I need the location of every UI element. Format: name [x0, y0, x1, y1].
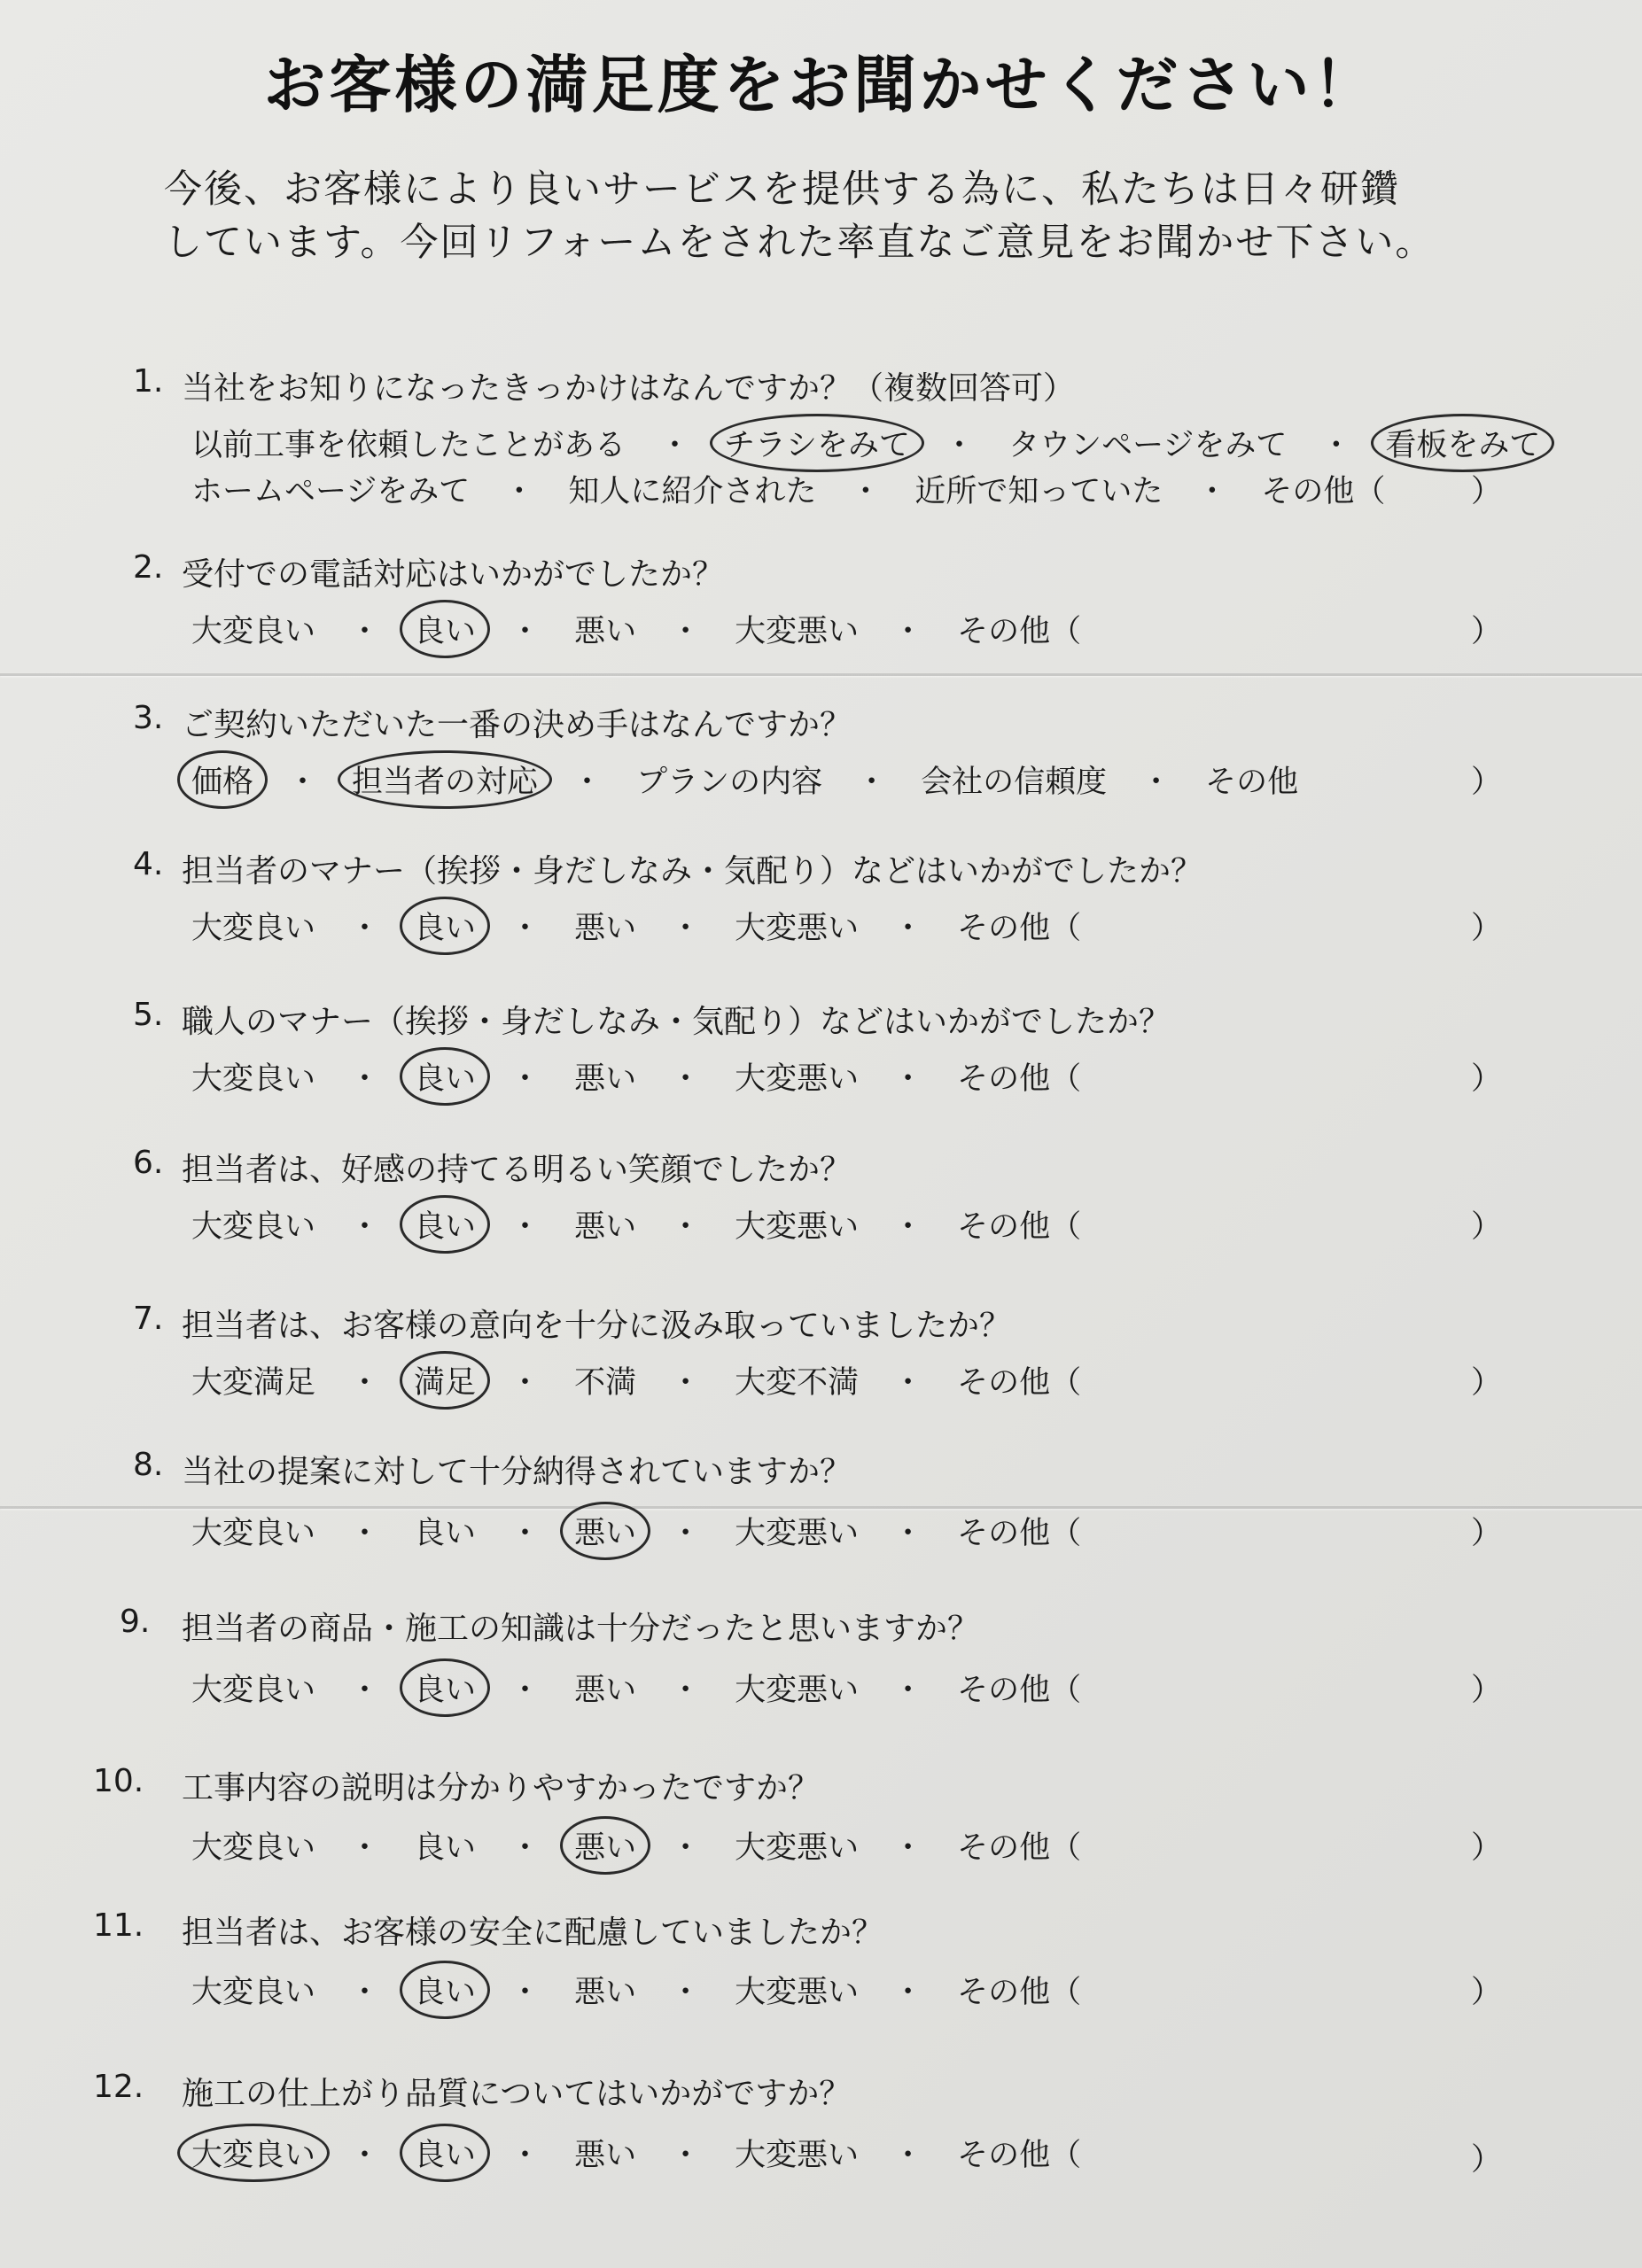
option-very-bad[interactable]: 大変悪い — [735, 614, 860, 649]
separator: ・ — [510, 614, 541, 649]
option-row — [188, 421, 1541, 465]
option-very-bad[interactable]: 大変悪い — [735, 1209, 860, 1245]
separator: ・ — [510, 1975, 541, 2010]
option-very-dissatisfied[interactable]: 大変不満 — [735, 1365, 860, 1401]
separator: ・ — [892, 1365, 924, 1401]
separator: ・ — [1196, 474, 1228, 509]
separator: ・ — [892, 2138, 924, 2173]
separator: ・ — [510, 1673, 541, 1708]
option-townpage[interactable]: タウンページをみて — [1008, 428, 1288, 463]
option-bad[interactable]: 悪い — [574, 614, 637, 649]
option-very-bad[interactable]: 大変悪い — [735, 2138, 860, 2173]
option-very-bad[interactable]: 大変悪い — [735, 1673, 860, 1708]
question-text: 施工の仕上がり品質についてはいかがですか？ — [182, 2076, 852, 2112]
close-paren: ） — [1471, 614, 1503, 649]
option-signboard[interactable]: 看板をみて — [1381, 421, 1544, 465]
separator: ・ — [670, 1365, 702, 1401]
option-very-bad[interactable]: 大変悪い — [735, 911, 860, 946]
separator: ・ — [349, 2138, 381, 2173]
option-introduced[interactable]: 知人に紹介された — [568, 474, 817, 509]
option-very-good[interactable]: 大変良い — [191, 1061, 316, 1097]
option-other[interactable]: その他（ — [957, 1975, 1082, 2010]
separator: ・ — [670, 1975, 702, 2010]
separator: ・ — [892, 911, 924, 946]
separator: ・ — [510, 1209, 541, 1245]
separator: ・ — [572, 765, 603, 800]
separator: ・ — [510, 911, 541, 946]
option-row — [188, 757, 1517, 802]
question-text: 担当者は、好感の持てる明るい笑顔でしたか？ — [182, 1152, 852, 1188]
close-paren: ） — [1471, 474, 1503, 509]
question-text: 担当者は、お客様の意向を十分に汲み取っていましたか？ — [182, 1308, 1012, 1344]
option-row — [188, 467, 1517, 511]
question-number: 3. — [133, 700, 164, 736]
option-row — [188, 1823, 1517, 1868]
question-text: ご契約いただいた一番の決め手はなんですか？ — [182, 707, 852, 743]
separator: ・ — [892, 1209, 924, 1245]
option-other[interactable]: その他（ — [957, 1209, 1082, 1245]
separator: ・ — [850, 474, 882, 509]
option-other[interactable]: その他（ — [957, 1830, 1082, 1866]
separator: ・ — [856, 765, 888, 800]
question-text: 担当者は、お客様の安全に配慮していましたか？ — [182, 1915, 884, 1951]
separator: ・ — [670, 1209, 702, 1245]
separator: ・ — [670, 1673, 702, 1708]
question-number: 7. — [133, 1301, 164, 1337]
option-staff-response[interactable]: 担当者の対応 — [348, 757, 541, 802]
option-good[interactable]: 良い — [414, 1830, 477, 1866]
option-homepage[interactable]: ホームページをみて — [191, 474, 471, 509]
option-very-good[interactable]: 大変良い — [191, 1209, 316, 1245]
option-row — [188, 1968, 1517, 2012]
separator: ・ — [659, 428, 691, 463]
option-other[interactable]: その他 — [1205, 765, 1299, 800]
intro-line-1: 今後、お客様により良いサービスを提供する為に、私たちは日々研鑽 — [164, 167, 1400, 212]
close-paren: ） — [1471, 1830, 1503, 1866]
separator: ・ — [510, 1516, 541, 1551]
question-text: 工事内容の説明は分かりやすかったですか？ — [182, 1770, 821, 1806]
option-good[interactable]: 良い — [410, 607, 479, 651]
separator: ・ — [892, 1673, 924, 1708]
separator: ・ — [349, 614, 381, 649]
option-very-good[interactable]: 大変良い — [191, 1516, 316, 1551]
option-other[interactable]: その他（ — [957, 1365, 1082, 1401]
separator: ・ — [349, 1516, 381, 1551]
close-paren: ） — [1471, 1975, 1503, 2010]
option-other[interactable]: その他（ — [1261, 474, 1386, 509]
separator: ・ — [670, 614, 702, 649]
option-bad[interactable]: 悪い — [574, 911, 637, 946]
question-text: 担当者のマナー（挨拶・身だしなみ・気配り）などはいかがでしたか？ — [182, 853, 1203, 889]
option-good[interactable]: 良い — [410, 2131, 479, 2175]
option-row — [188, 1509, 1517, 1553]
option-very-good[interactable]: 大変良い — [191, 1673, 316, 1708]
question-number: 8. — [133, 1447, 164, 1483]
question-number: 12. — [93, 2069, 144, 2105]
separator: ・ — [349, 1061, 381, 1097]
question-number: 6. — [133, 1145, 164, 1181]
option-other[interactable]: その他（ — [957, 1516, 1082, 1551]
option-very-satisfied[interactable]: 大変満足 — [191, 1365, 316, 1401]
question-number: 5. — [133, 997, 164, 1033]
option-good[interactable]: 良い — [410, 1666, 479, 1710]
option-very-bad[interactable]: 大変悪い — [735, 1830, 860, 1866]
option-row — [188, 607, 1517, 651]
option-very-good[interactable]: 大変良い — [191, 1830, 316, 1866]
option-other[interactable]: その他（ — [957, 1673, 1082, 1708]
option-company-trust[interactable]: 会社の信頼度 — [921, 765, 1108, 800]
option-dissatisfied[interactable]: 不満 — [574, 1365, 637, 1401]
option-bad[interactable]: 悪い — [574, 1975, 637, 2010]
separator: ・ — [510, 1365, 541, 1401]
option-flyer[interactable]: チラシをみて — [720, 421, 914, 465]
close-paren: ） — [1471, 911, 1503, 946]
separator: ・ — [349, 1975, 381, 2010]
question-number: 1. — [133, 363, 164, 400]
option-other[interactable]: その他（ — [957, 614, 1082, 649]
separator: ・ — [1140, 765, 1172, 800]
separator: ・ — [510, 2138, 541, 2173]
question-number: 10. — [93, 1763, 144, 1799]
separator: ・ — [510, 1061, 541, 1097]
option-neighborhood[interactable]: 近所で知っていた — [914, 474, 1163, 509]
separator: ・ — [349, 1365, 381, 1401]
separator: ・ — [670, 1061, 702, 1097]
separator: ・ — [892, 1975, 924, 2010]
option-bad[interactable]: 悪い — [574, 1673, 637, 1708]
separator: ・ — [349, 1209, 381, 1245]
option-good[interactable]: 良い — [414, 1516, 477, 1551]
close-paren: ） — [1471, 1061, 1503, 1097]
page-title: お客様の満足度をお聞かせください！ — [263, 49, 1379, 121]
option-row — [188, 2131, 1517, 2175]
option-good[interactable]: 良い — [410, 1202, 479, 1247]
option-very-good[interactable]: 大変良い — [191, 614, 316, 649]
option-very-bad[interactable]: 大変悪い — [735, 1975, 860, 2010]
close-paren: ） — [1471, 765, 1503, 800]
separator: ・ — [1320, 428, 1352, 463]
option-price[interactable]: 価格 — [188, 757, 257, 802]
option-row — [188, 1666, 1517, 1710]
separator: ・ — [349, 1673, 381, 1708]
option-bad[interactable]: 悪い — [574, 2138, 637, 2173]
paper-fold-line — [0, 673, 1642, 676]
option-very-bad[interactable]: 大変悪い — [735, 1516, 860, 1551]
question-text: 当社の提案に対して十分納得されていますか？ — [182, 1454, 852, 1490]
separator: ・ — [670, 1830, 702, 1866]
option-row — [188, 904, 1517, 948]
option-row — [188, 1202, 1517, 1247]
option-satisfied[interactable]: 満足 — [410, 1358, 479, 1402]
option-very-good[interactable]: 大変良い — [191, 1975, 316, 2010]
question-number: 2. — [133, 549, 164, 586]
option-bad[interactable]: 悪い — [574, 1061, 637, 1097]
intro-line-2: しています。今回リフォームをされた率直なご意見をお聞かせ下さい。 — [164, 221, 1436, 265]
separator: ・ — [944, 428, 976, 463]
option-good[interactable]: 良い — [410, 904, 479, 948]
separator: ・ — [349, 1830, 381, 1866]
separator: ・ — [510, 1830, 541, 1866]
option-other[interactable]: その他（ — [957, 1061, 1082, 1097]
separator: ・ — [503, 474, 535, 509]
close-paren: ） — [1471, 1516, 1503, 1551]
option-other[interactable]: その他（ — [957, 2138, 1082, 2173]
option-other[interactable]: その他（ — [957, 911, 1082, 946]
option-very-good[interactable]: 大変良い — [188, 2131, 319, 2175]
separator: ・ — [892, 1830, 924, 1866]
option-row — [188, 1054, 1517, 1099]
close-paren: ） — [1471, 1365, 1503, 1401]
option-bad[interactable]: 悪い — [574, 1209, 637, 1245]
option-good[interactable]: 良い — [410, 1968, 479, 2012]
question-number: 4. — [133, 846, 164, 882]
question-number: 9. — [120, 1604, 151, 1640]
separator: ・ — [287, 765, 319, 800]
option-previous-work[interactable]: 以前工事を依頼したことがある — [191, 428, 626, 463]
separator: ・ — [670, 1516, 702, 1551]
question-text: 担当者の商品・施工の知識は十分だったと思いますか？ — [182, 1611, 980, 1647]
option-row — [188, 1358, 1517, 1402]
option-bad[interactable]: 悪い — [571, 1509, 640, 1553]
question-text: 職人のマナー（挨拶・身だしなみ・気配り）などはいかがでしたか？ — [182, 1004, 1171, 1040]
option-plan-content[interactable]: プランの内容 — [636, 765, 823, 800]
separator: ・ — [892, 614, 924, 649]
separator: ・ — [892, 1516, 924, 1551]
option-very-bad[interactable]: 大変悪い — [735, 1061, 860, 1097]
separator: ・ — [670, 2138, 702, 2173]
option-very-good[interactable]: 大変良い — [191, 911, 316, 946]
close-paren: ） — [1471, 1209, 1503, 1245]
close-paren: ） — [1471, 1673, 1503, 1708]
separator: ・ — [892, 1061, 924, 1097]
question-text: 当社をお知りになったきっかけはなんですか？（複数回答可） — [182, 370, 1076, 407]
question-text: 受付での電話対応はいかがでしたか？ — [182, 556, 725, 593]
option-bad[interactable]: 悪い — [571, 1823, 640, 1868]
separator: ・ — [349, 911, 381, 946]
close-paren: ） — [1471, 2142, 1503, 2178]
separator: ・ — [670, 911, 702, 946]
question-number: 11. — [93, 1907, 144, 1944]
option-good[interactable]: 良い — [410, 1054, 479, 1099]
